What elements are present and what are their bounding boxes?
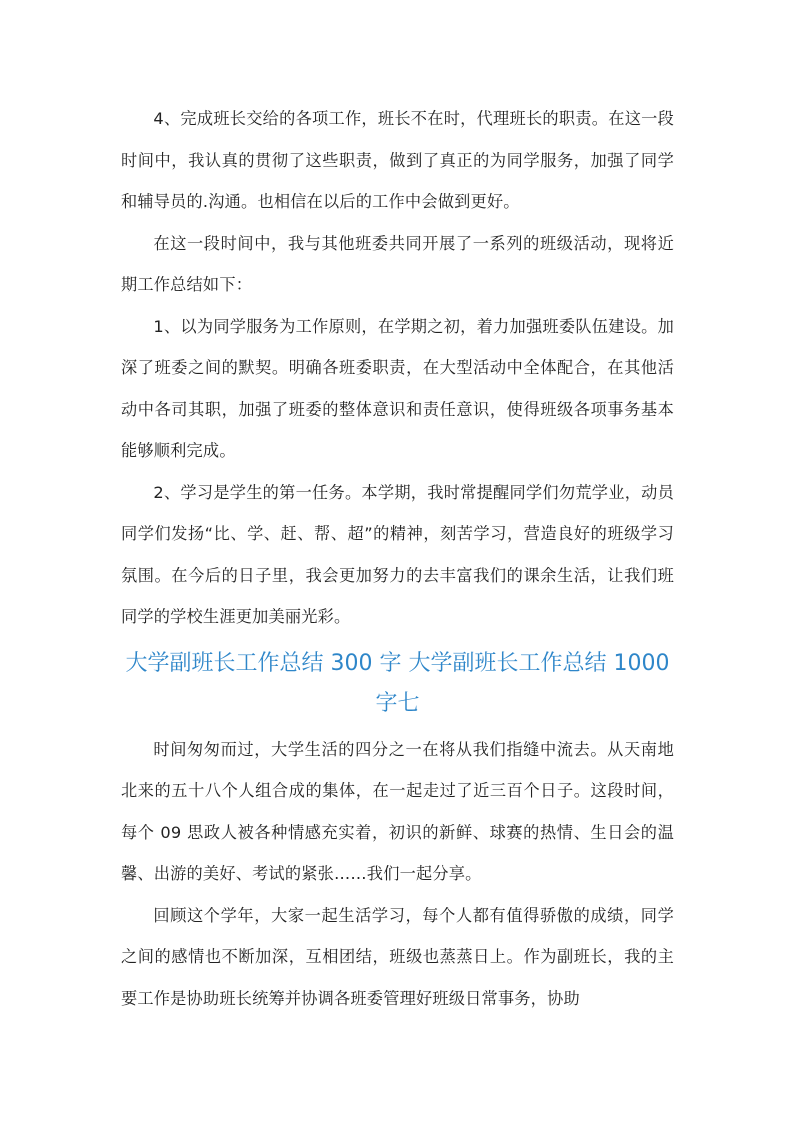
heading-line-1: 大学副班长工作总结 300 字 大学副班长工作总结 1000 xyxy=(125,650,670,676)
heading-line-2: 字七 xyxy=(375,690,420,716)
paragraph-intro-summary: 在这一段时间中，我与其他班委共同开展了一系列的班级活动，现将近期工作总结如下： xyxy=(121,233,674,294)
paragraph-item-1: 1、以为同学服务为工作原则，在学期之初，着力加强班委队伍建设。加深了班委之间的默契。明确各班委职责，在大型活动中全体配合，在其他活动中各司其职，加强了班委的整体意识和责任意识，使得班级各项事务基本能够顺利完成。 xyxy=(121,316,674,460)
paragraph-item-2: 2、学习是学生的第一任务。本学期，我时常提醒同学们勿荒学业，动员同学们发扬“比、学、赶、帮、超”的精神，刻苦学习，营造良好的班级学习氛围。在今后的日子里，我会更加努力的去丰富我们的课余生活，让我们班同学的学校生涯更加美丽光彩。 xyxy=(121,482,674,626)
paragraph-time-passes: 时间匆匆而过，大学生活的四分之一在将从我们指缝中流去。从天南地北来的五十八个人组合成的集体，在一起走过了近三百个日子。这段时间，每个 09 思政人被各种情感充实着，初识的新鲜、球赛的热情、生日会的温馨、出游的美好、考试的紧张……我们一起分享。 xyxy=(121,739,674,883)
document-page xyxy=(121,98,674,1019)
paragraph-review-year: 回顾这个学年，大家一起生活学习，每个人都有值得骄傲的成绩，同学之间的感情也不断加深，互相团结，班级也蒸蒸日上。作为副班长，我的主要工作是协助班长统筹并协调各班委管理好班级日常事务，协助 xyxy=(121,905,674,1008)
paragraph-duty-4: 4、完成班长交给的各项工作，班长不在时，代理班长的职责。在这一段时间中，我认真的贯彻了这些职责，做到了真正的为同学服务，加强了同学和辅导员的.沟通。也相信在以后的工作中会做到更好。 xyxy=(121,109,674,211)
section-heading xyxy=(121,638,674,729)
